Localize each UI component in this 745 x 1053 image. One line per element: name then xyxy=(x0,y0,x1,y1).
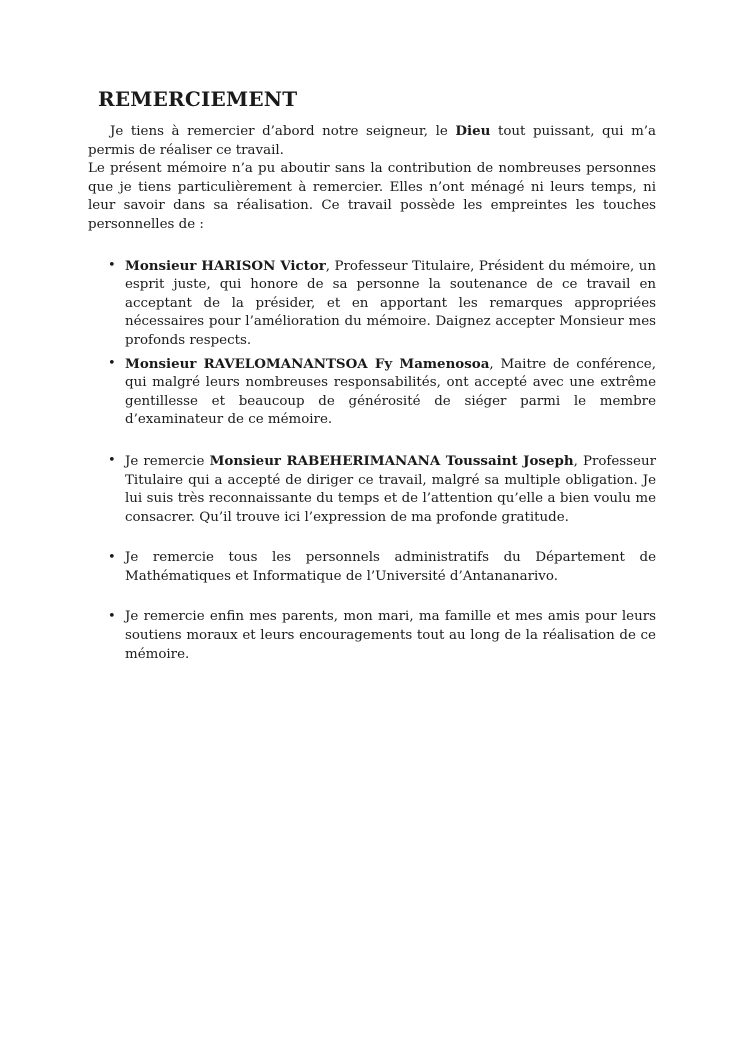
list-item xyxy=(88,608,656,664)
list-item xyxy=(88,549,656,586)
page-title: REMERCIEMENT xyxy=(98,87,298,111)
bullet-icon: • xyxy=(108,355,116,371)
bullet-icon: • xyxy=(108,609,116,625)
item-text: , Professeur Titulaire qui a accepté de diriger ce travail, malgré sa multiple obligation. Je lui suis très reconnaissante du temps et de l’attention qu’elle a bien voulu me consacrer. Qu’il trouve ici l’expression de ma profonde gratitude. xyxy=(125,453,656,525)
item-text: Je remercie enfin mes parents, mon mari, ma famille et mes amis pour leurs soutiens moraux et leurs encouragements tout au long de la réalisation de ce mémoire. xyxy=(125,609,656,662)
intro-paragraph-2: Le présent mémoire n’a pu aboutir sans la contribution de nombreuses personnes que je tiens particulièrement à remercier. Elles n’ont ménagé ni leurs temps, ni leur savoir dans sa réalisation. Ce travail possède les empreintes les touches personnelles de : xyxy=(88,161,656,232)
list-item xyxy=(88,452,656,527)
item-text: Je remercie tous les personnels administratifs du Département de Mathématiques et Informatique de l’Université d’Antananarivo. xyxy=(125,550,656,584)
item-name: Monsieur HARISON Victor xyxy=(125,257,326,274)
bullet-icon: • xyxy=(108,257,116,273)
thanks-list xyxy=(88,257,656,665)
item-text: , Professeur Titulaire, Président du mémoire, un esprit juste, qui honore de sa personne la soutenance de ce travail en acceptant de la présider, et en apportant les remarques appropriées nécessaires pour l’amélioration du mémoire. Daignez accepter Monsieur mes profonds respects. xyxy=(125,258,657,348)
bullet-icon: • xyxy=(108,550,116,566)
item-text: , Maitre de conférence, qui malgré leurs nombreuses responsabilités, ont accepté avec une extrême gentillesse et beaucoup de générosité de siéger parmi le membre d’examinateur de ce mémoire. xyxy=(125,356,656,428)
item-prefix: Je remercie xyxy=(125,453,210,469)
document-page xyxy=(88,86,656,664)
intro-text-after: tout puissant, qui m’a permis de réaliser ce travail. xyxy=(88,124,657,158)
list-item xyxy=(88,355,656,430)
intro-paragraph-1 xyxy=(88,122,656,160)
intro-bold-dieu: Dieu xyxy=(455,123,491,139)
intro-text-before: Je tiens à remercier d’abord notre seigneur, le xyxy=(110,124,456,139)
item-name: Monsieur RABEHERIMANANA Toussaint Joseph xyxy=(209,452,574,469)
list-item xyxy=(88,257,656,351)
item-name: Monsieur RAVELOMANANTSOA Fy Mamenosoa xyxy=(125,355,490,372)
bullet-icon: • xyxy=(108,452,116,468)
intro-section xyxy=(88,122,656,235)
